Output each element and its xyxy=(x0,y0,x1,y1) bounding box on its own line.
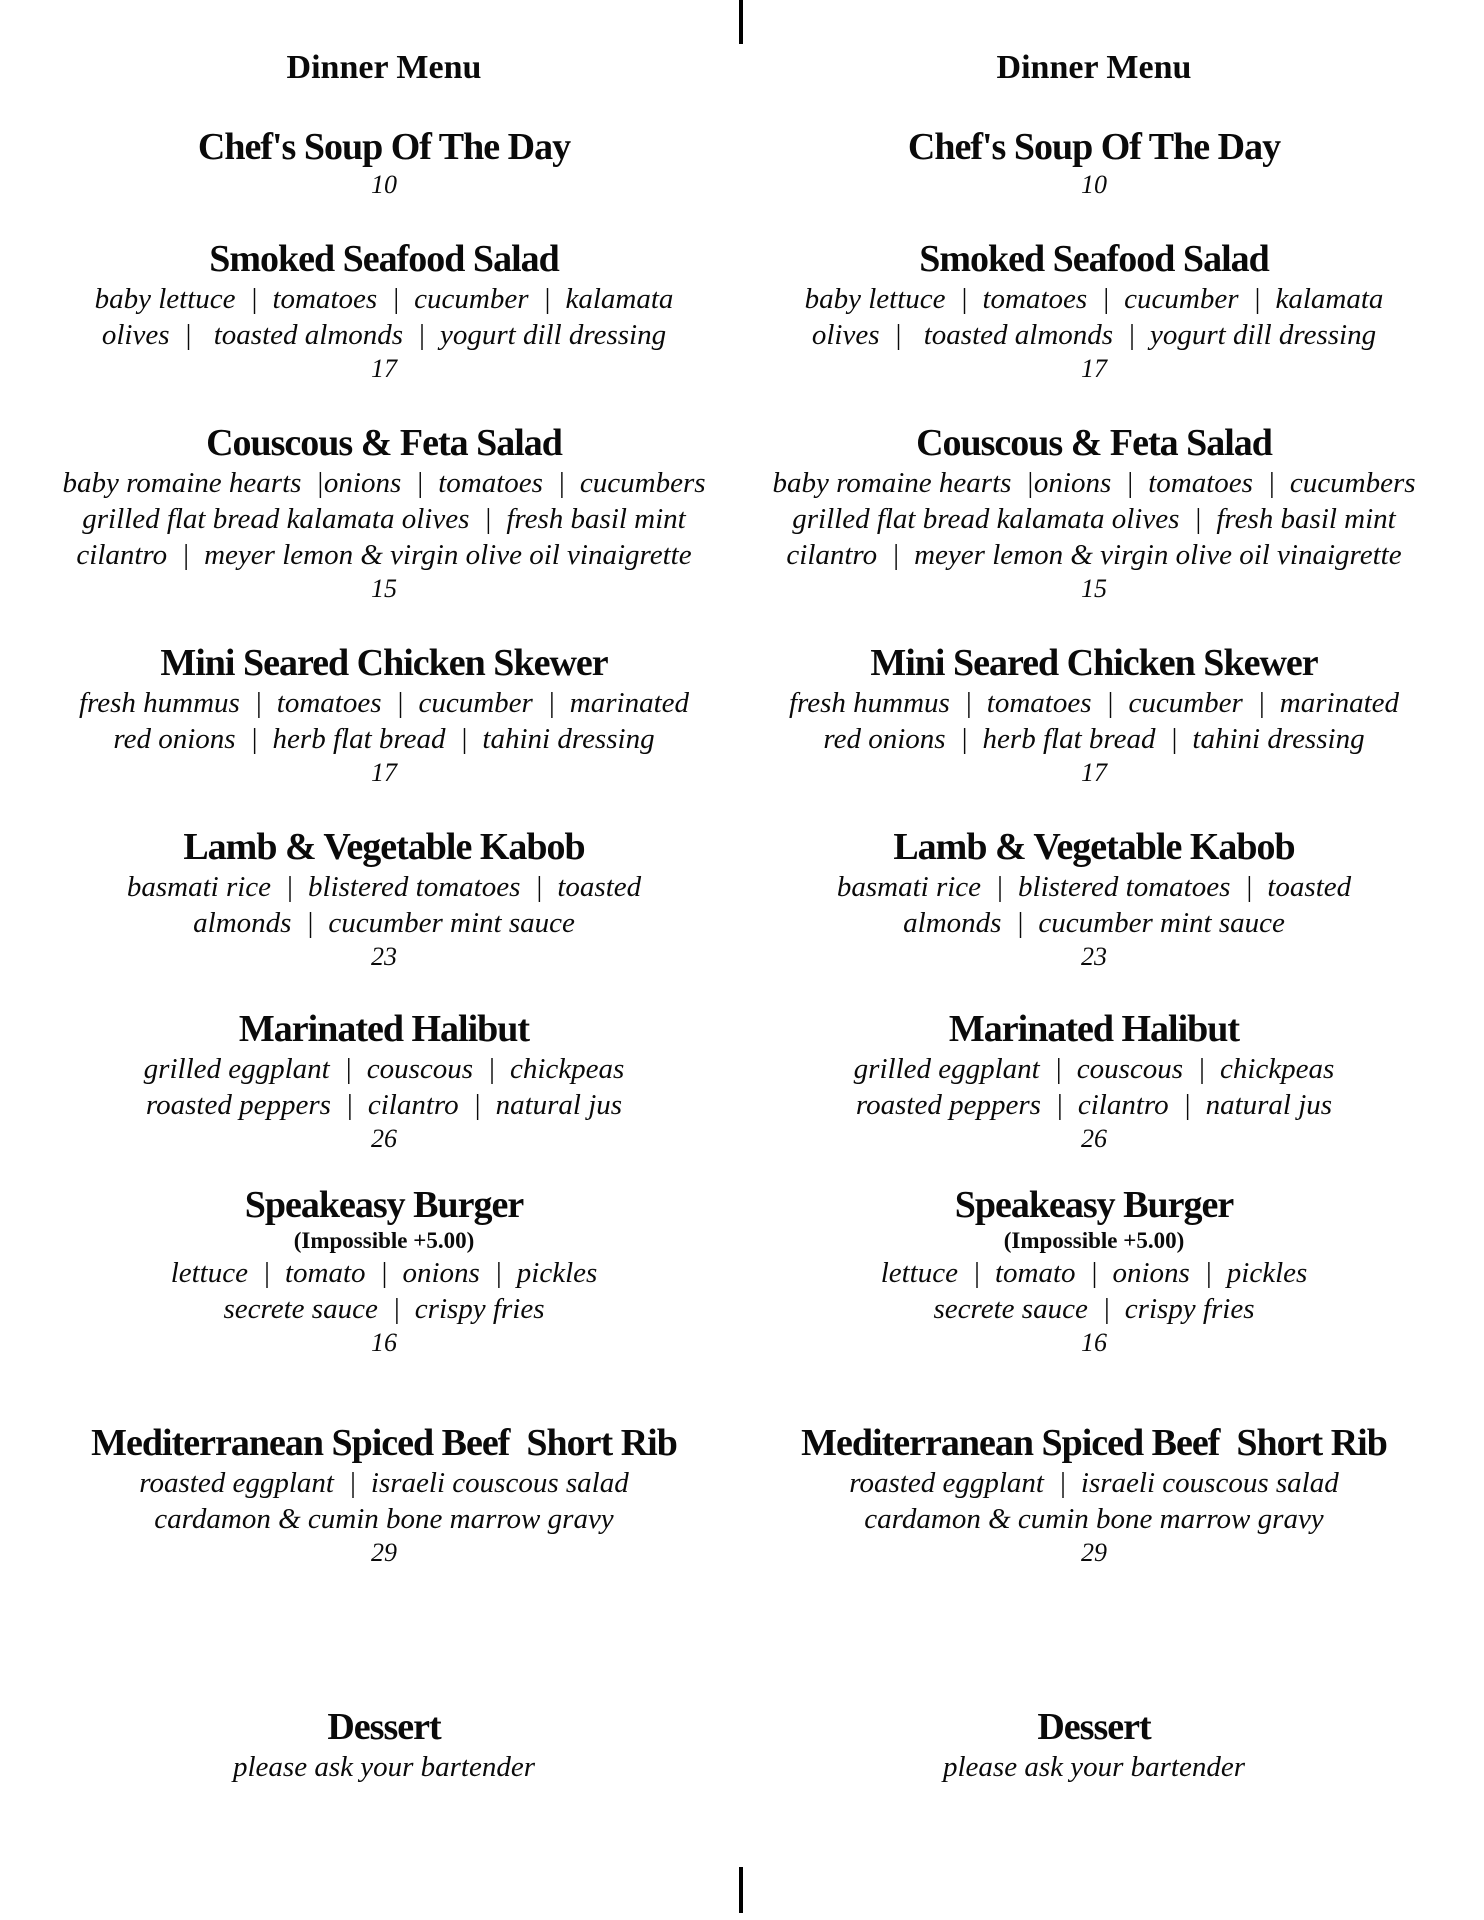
item-description-line: roasted peppers | cilantro | natural jus xyxy=(855,1089,1333,1121)
item-name: Speakeasy Burger xyxy=(244,1184,524,1226)
item-name: Chef's Soup Of The Day xyxy=(907,126,1281,168)
item-name: Lamb & Vegetable Kabob xyxy=(893,826,1295,868)
item-description-line: cardamon & cumin bone marrow gravy xyxy=(864,1503,1324,1535)
item-description-line: baby lettuce | tomatoes | cucumber | kalamata xyxy=(804,283,1384,315)
menu-item-list xyxy=(744,125,1444,1569)
item-note: (Impossible +5.00) xyxy=(1003,1228,1185,1253)
menu-title: Dinner Menu xyxy=(996,49,1192,86)
menu-item-list xyxy=(34,125,734,1569)
item-name: Smoked Seafood Salad xyxy=(919,238,1269,280)
item-description-line: grilled flat bread kalamata olives | fresh basil mint xyxy=(792,503,1396,535)
item-price: 29 xyxy=(1081,1538,1107,1567)
item-description-line: basmati rice | blistered tomatoes | toasted xyxy=(836,871,1352,903)
menu-item xyxy=(744,125,1444,201)
item-price: 17 xyxy=(371,354,397,383)
item-description xyxy=(744,1465,1444,1537)
item-description-line: olives | toasted almonds | yogurt dill dressing xyxy=(811,319,1377,351)
item-description xyxy=(34,1051,734,1123)
dessert-section xyxy=(744,1705,1444,1785)
menu-item xyxy=(744,237,1444,385)
item-name: Smoked Seafood Salad xyxy=(209,238,559,280)
menu-item xyxy=(34,825,734,973)
item-price: 23 xyxy=(1081,942,1107,971)
item-description-line: baby lettuce | tomatoes | cucumber | kalamata xyxy=(94,283,674,315)
item-price: 17 xyxy=(1081,758,1107,787)
item-description-line: red onions | herb flat bread | tahini dressing xyxy=(823,723,1365,755)
menu-item xyxy=(744,1421,1444,1569)
item-name: Marinated Halibut xyxy=(948,1008,1240,1050)
menu-item xyxy=(34,1007,734,1155)
item-description xyxy=(744,869,1444,941)
crop-mark-top xyxy=(739,0,743,44)
item-description xyxy=(34,685,734,757)
dessert-note: please ask your bartender xyxy=(942,1751,1246,1783)
dessert-note: please ask your bartender xyxy=(232,1751,536,1783)
item-price: 17 xyxy=(1081,354,1107,383)
item-description-line: secrete sauce | crispy fries xyxy=(223,1293,545,1325)
item-description xyxy=(34,465,734,573)
item-description xyxy=(744,1051,1444,1123)
item-description xyxy=(34,281,734,353)
menu-item xyxy=(744,1007,1444,1155)
item-description-line: almonds | cucumber mint sauce xyxy=(193,907,575,939)
item-name: Mediterranean Spiced Beef Short Rib xyxy=(91,1422,677,1464)
menu-item xyxy=(34,1421,734,1569)
item-description xyxy=(744,465,1444,573)
item-price: 15 xyxy=(1081,574,1107,603)
item-price: 16 xyxy=(1081,1328,1107,1357)
item-description-line: fresh hummus | tomatoes | cucumber | marinated xyxy=(78,687,690,719)
item-price: 16 xyxy=(371,1328,397,1357)
item-description-line: baby romaine hearts |onions | tomatoes | cucumbers xyxy=(62,467,706,499)
item-description xyxy=(744,1255,1444,1327)
item-price: 26 xyxy=(1081,1124,1107,1153)
item-description xyxy=(744,281,1444,353)
menu-title: Dinner Menu xyxy=(286,49,482,86)
item-description-line: fresh hummus | tomatoes | cucumber | marinated xyxy=(788,687,1400,719)
item-description-line: cilantro | meyer lemon & virgin olive oil vinaigrette xyxy=(76,539,692,571)
menu-column-right xyxy=(744,0,1444,1785)
item-description-line: olives | toasted almonds | yogurt dill dressing xyxy=(101,319,667,351)
item-price: 29 xyxy=(371,1538,397,1567)
item-description-line: baby romaine hearts |onions | tomatoes | cucumbers xyxy=(772,467,1416,499)
item-description-line: grilled eggplant | couscous | chickpeas xyxy=(853,1053,1335,1085)
item-description-line: almonds | cucumber mint sauce xyxy=(903,907,1285,939)
item-name: Chef's Soup Of The Day xyxy=(197,126,571,168)
item-description-line: lettuce | tomato | onions | pickles xyxy=(170,1257,598,1289)
menu-item xyxy=(34,1183,734,1359)
item-description xyxy=(34,1255,734,1327)
item-description xyxy=(744,685,1444,757)
item-name: Mediterranean Spiced Beef Short Rib xyxy=(801,1422,1387,1464)
item-note: (Impossible +5.00) xyxy=(293,1228,475,1253)
menu-item xyxy=(744,1183,1444,1359)
item-price: 26 xyxy=(371,1124,397,1153)
menu-item xyxy=(744,825,1444,973)
item-description-line: roasted eggplant | israeli couscous salad xyxy=(849,1467,1339,1499)
item-description-line: cilantro | meyer lemon & virgin olive oil vinaigrette xyxy=(786,539,1402,571)
item-price: 23 xyxy=(371,942,397,971)
menu-item xyxy=(744,421,1444,605)
menu-item xyxy=(34,421,734,605)
menu-item xyxy=(34,237,734,385)
item-price: 17 xyxy=(371,758,397,787)
item-name: Couscous & Feta Salad xyxy=(916,422,1272,464)
dessert-heading: Dessert xyxy=(1037,1706,1151,1748)
item-description-line: grilled eggplant | couscous | chickpeas xyxy=(143,1053,625,1085)
item-price: 10 xyxy=(371,170,397,199)
item-description xyxy=(34,1465,734,1537)
item-name: Marinated Halibut xyxy=(238,1008,530,1050)
dessert-heading: Dessert xyxy=(327,1706,441,1748)
item-description-line: roasted eggplant | israeli couscous salad xyxy=(139,1467,629,1499)
menu-column-left xyxy=(34,0,734,1785)
dessert-section xyxy=(34,1705,734,1785)
item-description-line: grilled flat bread kalamata olives | fresh basil mint xyxy=(82,503,686,535)
item-price: 10 xyxy=(1081,170,1107,199)
item-name: Mini Seared Chicken Skewer xyxy=(870,642,1318,684)
item-price: 15 xyxy=(371,574,397,603)
item-description-line: basmati rice | blistered tomatoes | toasted xyxy=(126,871,642,903)
crop-mark-bottom xyxy=(739,1867,743,1913)
item-description-line: lettuce | tomato | onions | pickles xyxy=(880,1257,1308,1289)
item-name: Couscous & Feta Salad xyxy=(206,422,562,464)
menu-item xyxy=(34,641,734,789)
item-description xyxy=(34,869,734,941)
item-name: Lamb & Vegetable Kabob xyxy=(183,826,585,868)
item-description-line: roasted peppers | cilantro | natural jus xyxy=(145,1089,623,1121)
item-description-line: red onions | herb flat bread | tahini dressing xyxy=(113,723,655,755)
item-name: Mini Seared Chicken Skewer xyxy=(160,642,608,684)
menu-item xyxy=(34,125,734,201)
menu-item xyxy=(744,641,1444,789)
item-name: Speakeasy Burger xyxy=(954,1184,1234,1226)
item-description-line: secrete sauce | crispy fries xyxy=(933,1293,1255,1325)
item-description-line: cardamon & cumin bone marrow gravy xyxy=(154,1503,614,1535)
